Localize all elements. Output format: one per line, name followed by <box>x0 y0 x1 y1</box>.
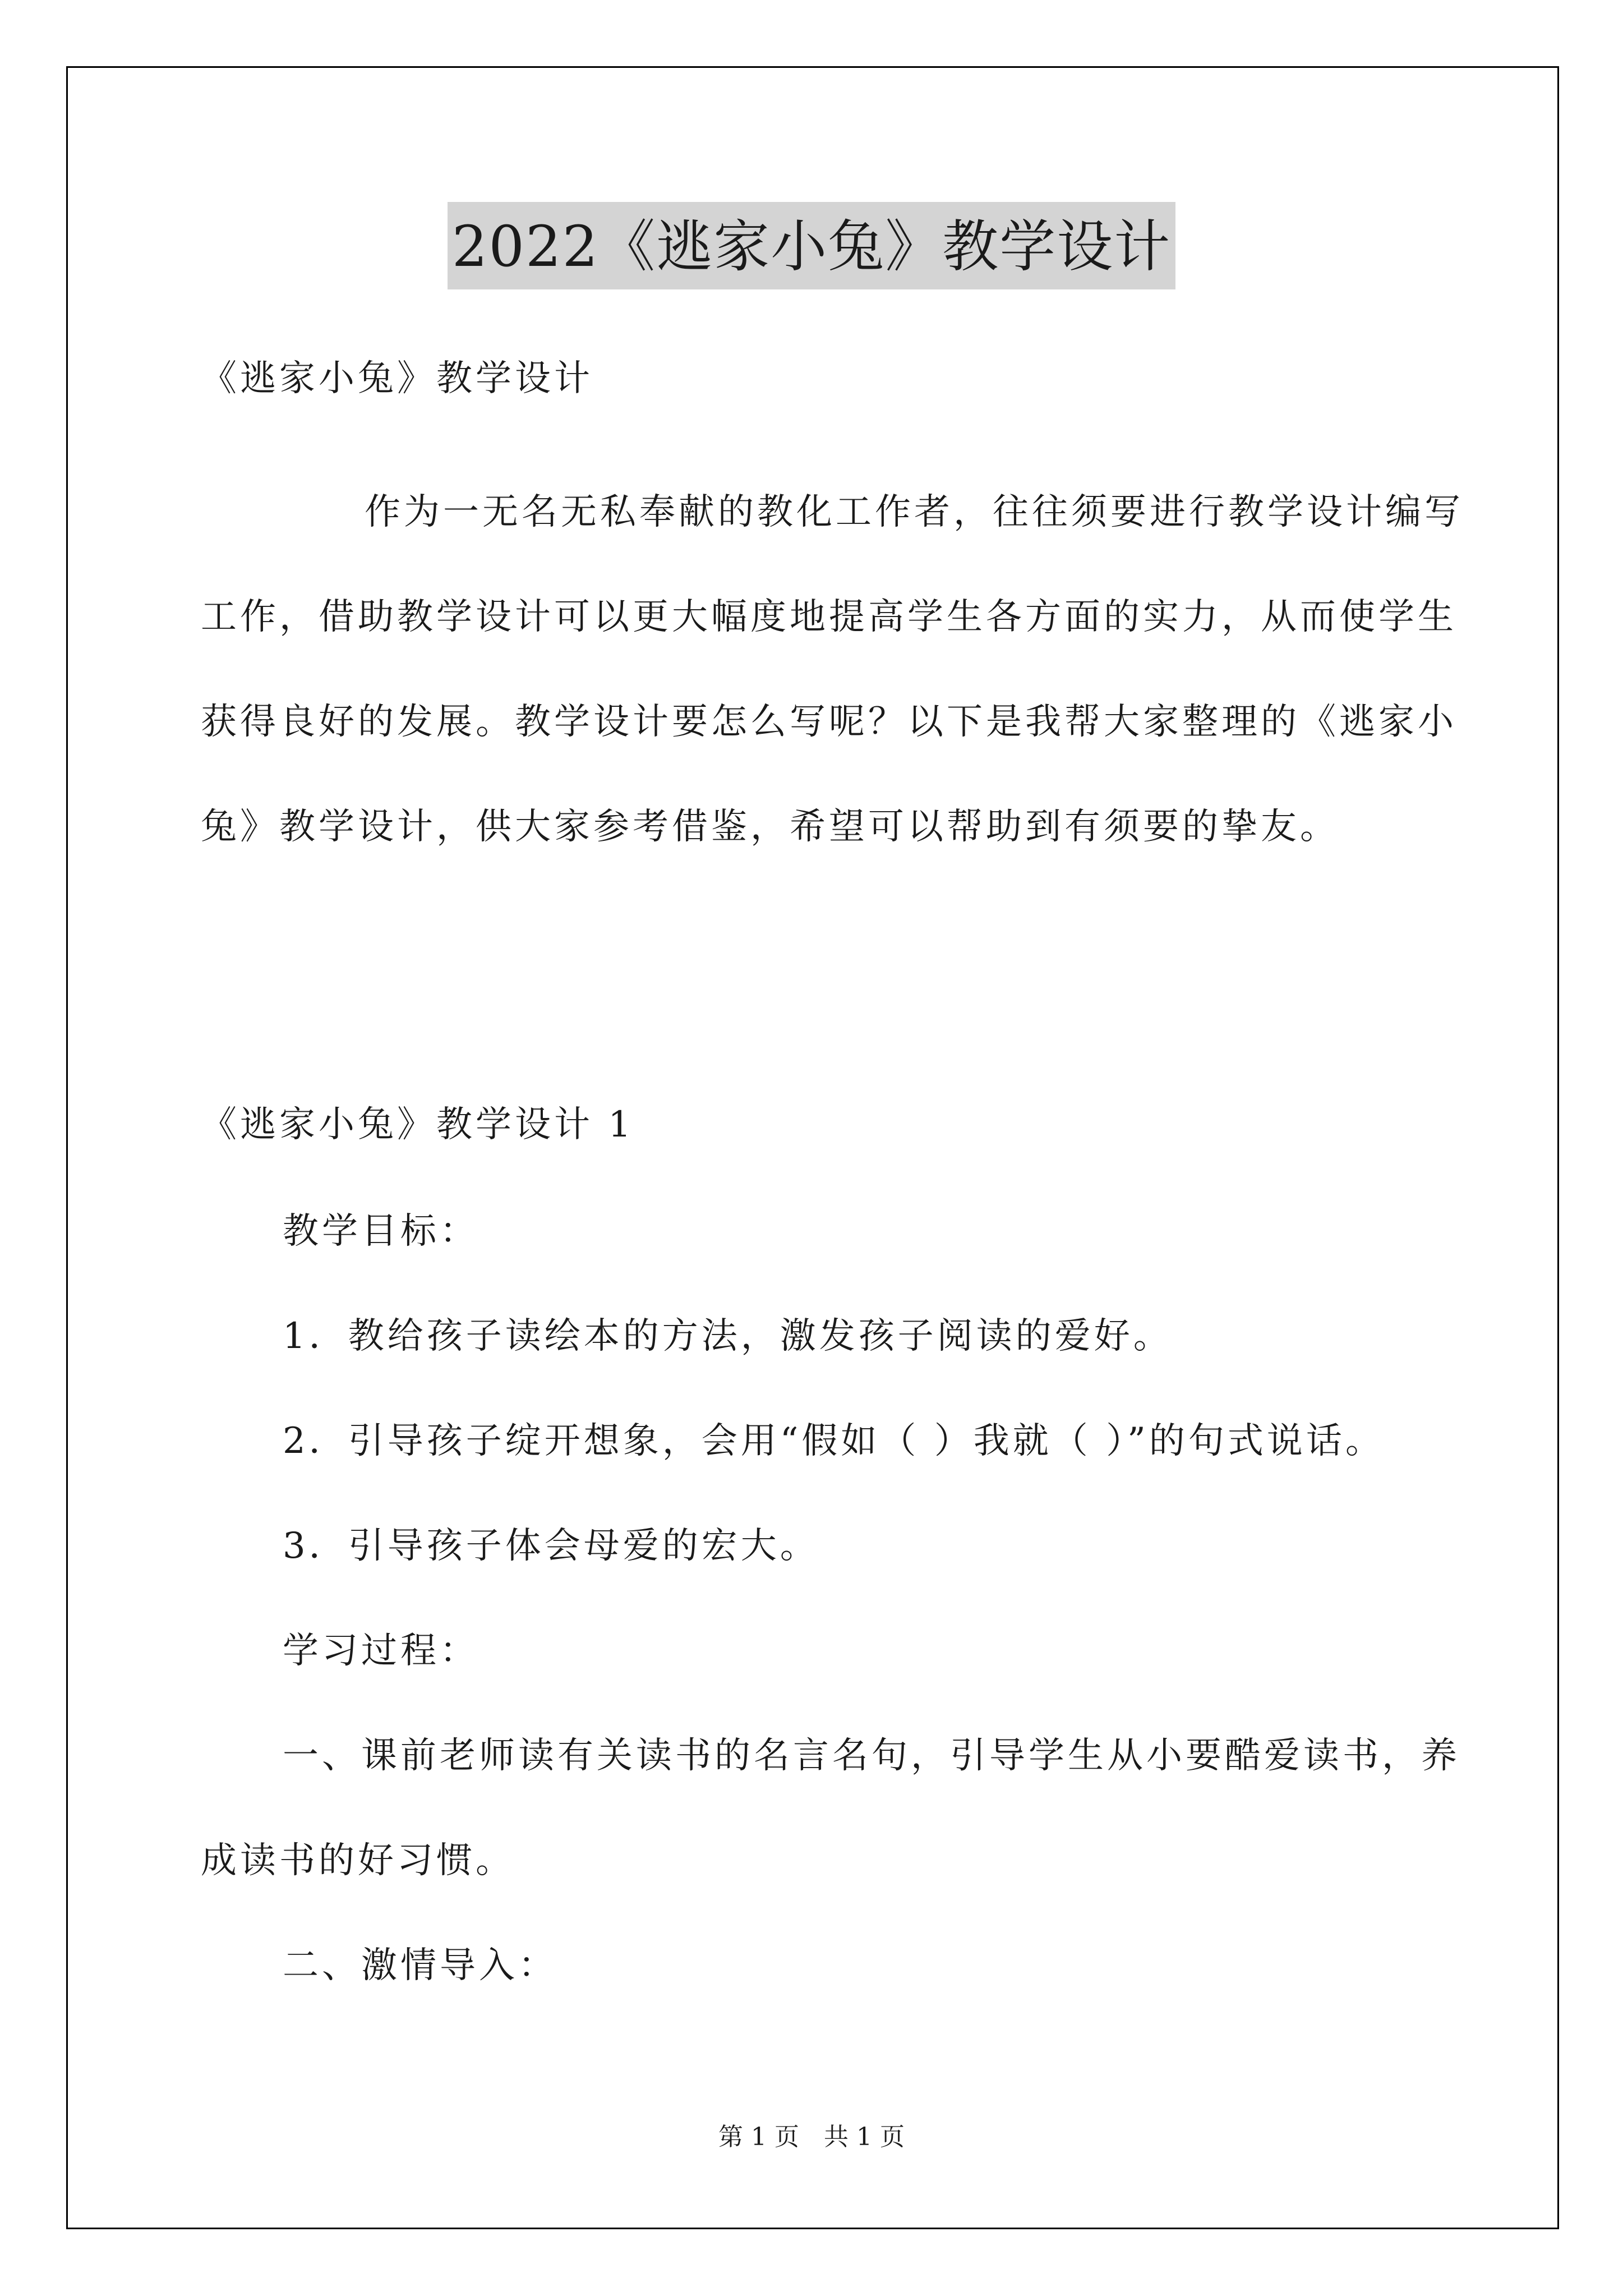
paragraph-step-1: 一、课前老师读有关读书的名言名句，引导学生从小要酷爱读书，养成读书的好习惯。 <box>201 1735 1460 1881</box>
paragraph-goal-2: 2．引导孩子绽开想象，会用“假如（ ）我就（ ）”的句式说话。 <box>283 1420 1385 1462</box>
intro-paragraph: 作为一无名无私奉献的教化工作者，往往须要进行教学设计编写工作，借助教学设计可以更大幅度地提高学生各方面的实力，从而使学生获得良好的发展。教学设计要怎么写呢？以下是我帮大家整理的《逃家小兔》教学设计，供大家参考借鉴，希望可以帮助到有须要的挚友。 <box>201 491 1464 848</box>
paragraph-teaching-goals: 教学目标： <box>283 1211 479 1252</box>
title-container <box>0 202 1623 289</box>
document-title: 2022《逃家小兔》教学设计 <box>448 202 1176 289</box>
section-title: 《逃家小兔》教学设计 1 <box>201 1104 635 1145</box>
document-subtitle: 《逃家小兔》教学设计 <box>201 358 593 399</box>
paragraph-learning-process: 学习过程： <box>283 1630 479 1672</box>
page-footer: 第 1 页 共 1 页 <box>718 2123 905 2151</box>
paragraph-step-2: 二、激情导入： <box>283 1945 557 1986</box>
paragraph-goal-1: 1．教给孩子读绘本的方法，激发孩子阅读的爱好。 <box>283 1315 1173 1357</box>
paragraph-goal-3: 3．引导孩子体会母爱的宏大。 <box>283 1525 819 1567</box>
